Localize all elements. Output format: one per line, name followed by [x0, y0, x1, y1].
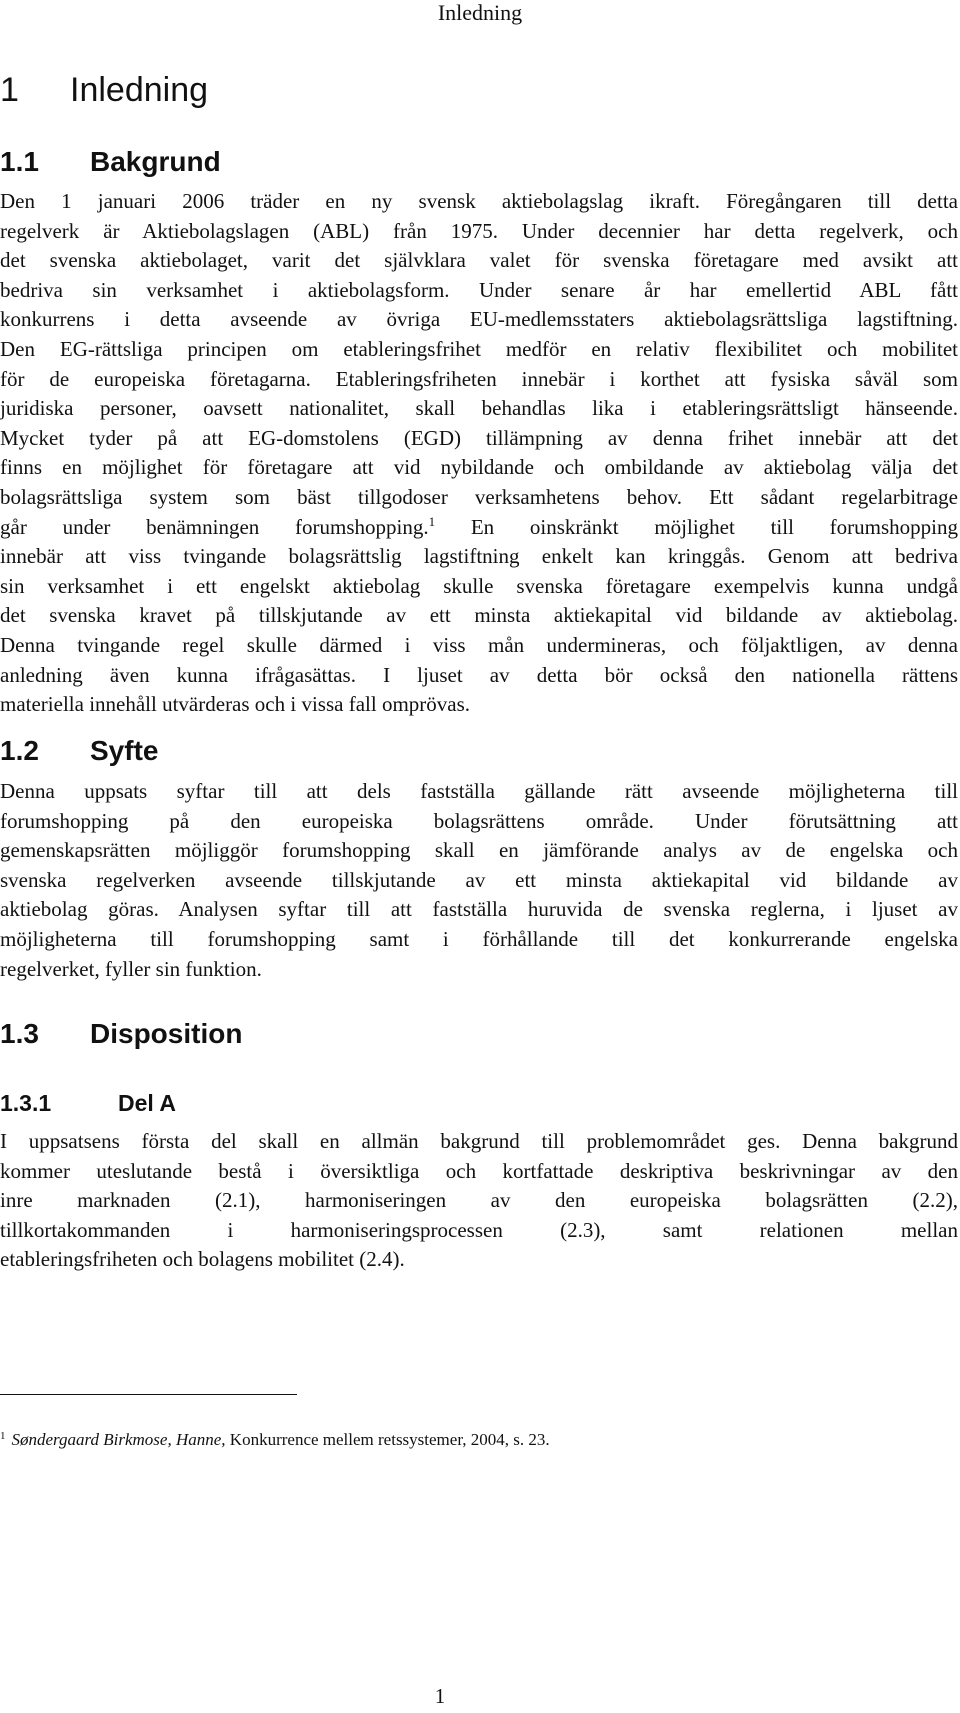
text-line: Den EG-rättsliga principen om etableringsfrihet medför en relativ flexibilitet och mobilitet	[0, 336, 958, 361]
section-number: 1.3	[0, 1018, 39, 1049]
text-line: anledning även kunna ifrågasättas. I ljuset av detta bör också den nationella rättens	[0, 662, 958, 687]
text-line: det svenska kravet på tillskjutande av ett minsta aktiekapital vid bildande av aktiebolag.	[0, 603, 958, 628]
text-line: juridiska personer, oavsett nationalitet, skall behandlas lika i etableringsrättsligt hänseende.	[0, 396, 958, 421]
section-heading-syfte	[0, 734, 158, 768]
text-line: Denna tvingande regel skulle därmed i viss mån undermineras, och följaktligen, av denna	[0, 632, 958, 657]
section-heading-disposition	[0, 1017, 242, 1051]
subsection-number: 1.3.1	[0, 1090, 52, 1116]
text-line: gemenskapsrätten möjliggör forumshopping skall en jämförande analys av de engelska och	[0, 838, 958, 863]
text-line: regelverk är Aktiebolagslagen (ABL) från 1975. Under decennier har detta regelverk, och	[0, 218, 958, 243]
section-heading-bakgrund	[0, 145, 221, 179]
text-line: etableringsfriheten och bolagens mobilitet (2.4).	[0, 1247, 405, 1272]
text-line: Den 1 januari 2006 träder en ny svensk aktiebolagslag ikraft. Föregångaren till detta	[0, 189, 958, 213]
subsection-title: Del A	[118, 1090, 176, 1116]
chapter-number: 1	[0, 71, 19, 109]
footnote-reference[interactable]: 1	[428, 513, 436, 529]
paragraph-del-a	[0, 1127, 958, 1275]
text-segment: går under benämningen forumshopping.	[0, 514, 429, 539]
footnote-author: Søndergaard Birkmose, Hanne,	[11, 1430, 226, 1449]
text-line: konkurrens i detta avseende av övriga EU-medlemsstaters aktiebolagsrättsliga lagstiftning.	[0, 307, 958, 332]
text-line: finns en möjlighet för företagare att vid nybildande och ombildande av aktiebolag välja det	[0, 455, 958, 480]
section-title: Syfte	[90, 735, 159, 766]
text-line: regelverket, fyller sin funktion.	[0, 956, 262, 981]
running-head: Inledning	[437, 0, 523, 25]
text-line: kommer uteslutande bestå i översiktliga och kortfattade deskriptiva beskrivningar av den	[0, 1158, 958, 1183]
section-title: Bakgrund	[90, 146, 221, 177]
text-line: Denna uppsats syftar till att dels fastställa gällande rätt avseende möjligheterna till	[0, 779, 958, 803]
paragraph-syfte	[0, 777, 958, 984]
text-line: innebär att viss tvingande bolagsrättslig lagstiftning enkelt kan kringgås. Genom att bedriva	[0, 544, 958, 569]
chapter-heading	[0, 70, 208, 110]
text-line: materiella innehåll utvärderas och i vissa fall omprövas.	[0, 692, 471, 717]
section-number: 1.1	[0, 146, 39, 177]
text-line: forumshopping på den europeiska bolagsrättens område. Under förutsättning att	[0, 808, 958, 833]
footnote-text: Konkurrence mellem retssystemer, 2004, s. 23.	[225, 1430, 550, 1449]
text-line: svenska regelverken avseende tillskjutande av ett minsta aktiekapital vid bildande av	[0, 867, 958, 892]
text-line: för de europeiska företagarna. Etableringsfriheten innebär i korthet att fysiska såväl som	[0, 366, 958, 391]
page-number: 1	[434, 1684, 446, 1708]
text-line: tillkortakommanden i harmoniseringsprocessen (2.3), samt relationen mellan	[0, 1217, 958, 1242]
section-number: 1.2	[0, 735, 39, 766]
text-segment: En oinskränkt möjlighet till forumshopping	[435, 514, 958, 539]
paragraph-bakgrund	[0, 187, 958, 720]
subsection-heading-del-a	[0, 1089, 176, 1117]
text-line: det svenska aktiebolaget, varit det självklara valet för svenska företagare med avsikt att	[0, 248, 958, 273]
text-line: Mycket tyder på att EG-domstolens (EGD) tillämpning av denna frihet innebär att det	[0, 425, 958, 450]
text-line: inre marknaden (2.1), harmoniseringen av den europeiska bolagsrätten (2.2),	[0, 1188, 958, 1213]
text-line: sin verksamhet i ett engelskt aktiebolag skulle svenska företagare exempelvis kunna undgå	[0, 573, 958, 598]
footnote-marker: 1	[0, 1430, 6, 1442]
footnote	[0, 1428, 550, 1452]
chapter-title: Inledning	[70, 71, 209, 109]
text-line: möjligheterna till forumshopping samt i förhållande till det konkurrerande engelska	[0, 926, 958, 951]
text-line: bolagsrättsliga system som bäst tillgodoser verksamhetens behov. Ett sådant regelarbitrage	[0, 484, 958, 509]
text-line: bedriva sin verksamhet i aktiebolagsform. Under senare år har emellertid ABL fått	[0, 277, 958, 302]
text-line: I uppsatsens första del skall en allmän bakgrund till problemområdet ges. Denna bakgrund	[0, 1129, 958, 1153]
footnote-separator	[0, 1394, 297, 1395]
text-line-with-footnote	[0, 513, 958, 543]
section-title: Disposition	[90, 1018, 243, 1049]
text-line: aktiebolag göras. Analysen syftar till att fastställa huruvida de svenska reglerna, i ljuset av	[0, 897, 958, 922]
